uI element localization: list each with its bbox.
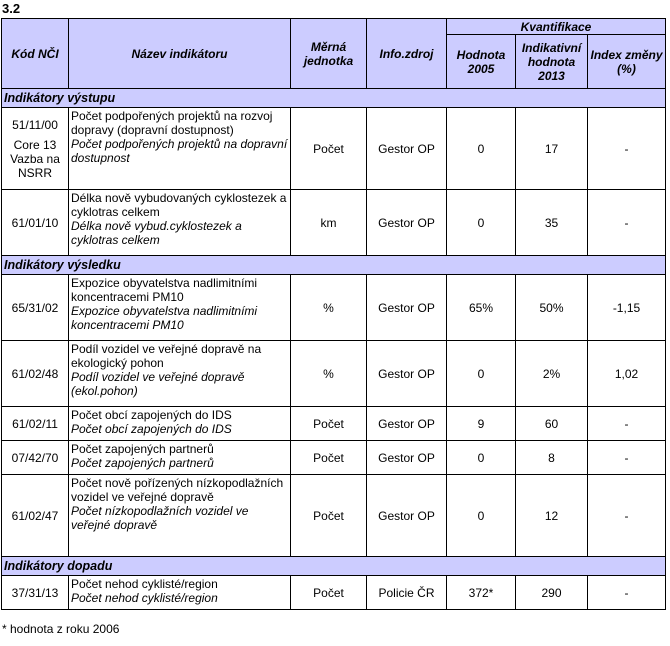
unit-cell: % — [291, 341, 367, 407]
unit-cell: % — [291, 275, 367, 341]
value-2013-cell: 50% — [516, 275, 588, 341]
value-2005-cell: 0 — [447, 190, 516, 256]
unit-cell: Počet — [291, 441, 367, 475]
name-cell: Počet nově pořízených nízkopodlažních vozidel ve veřejné dopravě Počet nízkopodlažních vozidel ve veřejné dopravě — [69, 475, 291, 557]
unit-cell: Počet — [291, 108, 367, 190]
band-output: Indikátory výstupu — [2, 89, 666, 108]
header-index: Index změny (%) — [588, 35, 666, 89]
value-2005-cell: 0 — [447, 108, 516, 190]
source-cell: Gestor OP — [367, 275, 447, 341]
table-row — [2, 341, 666, 407]
header-unit: Měrná jednotka — [291, 19, 367, 89]
index-cell: - — [588, 407, 666, 441]
source-cell: Gestor OP — [367, 108, 447, 190]
band-result: Indikátory výsledku — [2, 256, 666, 275]
value-2005-cell: 0 — [447, 441, 516, 475]
section-number: 3.2 — [2, 1, 21, 16]
index-cell: - — [588, 441, 666, 475]
source-cell: Gestor OP — [367, 341, 447, 407]
code-cell: 07/42/70 — [2, 441, 69, 475]
value-2013-cell: 35 — [516, 190, 588, 256]
table-row — [2, 275, 666, 341]
name-cell: Podíl vozidel ve veřejné dopravě na ekologický pohon Podíl vozidel ve veřejné dopravě (ekol.pohon) — [69, 341, 291, 407]
code-core: Core 13 — [13, 137, 57, 152]
source-cell: Gestor OP — [367, 407, 447, 441]
table-row — [2, 190, 666, 256]
value-2013-cell: 60 — [516, 407, 588, 441]
value-2013-cell: 17 — [516, 108, 588, 190]
code-cell: 61/02/47 — [2, 475, 69, 557]
value-2013-cell: 12 — [516, 475, 588, 557]
table-row — [2, 108, 666, 190]
code-cell: 37/31/13 — [2, 576, 69, 610]
source-cell: Gestor OP — [367, 441, 447, 475]
header-target-2013: Indikativní hodnota 2013 — [516, 35, 588, 89]
source-cell: Gestor OP — [367, 475, 447, 557]
header-quantification: Kvantifikace — [447, 19, 666, 35]
value-2005-cell: 372* — [447, 576, 516, 610]
index-cell: - — [588, 108, 666, 190]
value-2005-cell: 0 — [447, 475, 516, 557]
index-cell: - — [588, 576, 666, 610]
code-cell: 61/01/10 — [2, 190, 69, 256]
header-source: Info.zdroj — [367, 19, 447, 89]
code-cell: 61/02/48 — [2, 341, 69, 407]
name-cell: Počet podpořených projektů na rozvoj dopravy (dopravní dostupnost) Počet podpořených projektů na dopravní dostupnost — [69, 108, 291, 190]
unit-cell: km — [291, 190, 367, 256]
value-2005-cell: 9 — [447, 407, 516, 441]
source-cell: Policie ČR — [367, 576, 447, 610]
indicator-table — [1, 18, 666, 610]
source-cell: Gestor OP — [367, 190, 447, 256]
name-cell: Délka nově vybudovaných cyklostezek a cyklotras celkem Délka nově vybud.cyklostezek a cyklotras celkem — [69, 190, 291, 256]
code-cell: 61/02/11 — [2, 407, 69, 441]
code-cell — [2, 108, 69, 190]
code-value: 51/11/00 — [12, 117, 58, 132]
value-2013-cell: 290 — [516, 576, 588, 610]
value-2005-cell: 0 — [447, 341, 516, 407]
table-row — [2, 576, 666, 610]
name-cell: Počet obcí zapojených do IDS Počet obcí zapojených do IDS — [69, 407, 291, 441]
value-2013-cell: 8 — [516, 441, 588, 475]
unit-cell: Počet — [291, 407, 367, 441]
index-cell: -1,15 — [588, 275, 666, 341]
code-link: Vazba na NSRR — [10, 151, 60, 180]
band-impact: Indikátory dopadu — [2, 557, 666, 576]
table-row — [2, 475, 666, 557]
name-cell: Počet zapojených partnerů Počet zapojených partnerů — [69, 441, 291, 475]
index-cell: - — [588, 475, 666, 557]
unit-cell: Počet — [291, 475, 367, 557]
name-cell: Počet nehod cyklisté/region Počet nehod cyklisté/region — [69, 576, 291, 610]
value-2005-cell: 65% — [447, 275, 516, 341]
footnote: * hodnota z roku 2006 — [2, 622, 120, 636]
value-2013-cell: 2% — [516, 341, 588, 407]
header-name: Název indikátoru — [69, 19, 291, 89]
index-cell: - — [588, 190, 666, 256]
name-cell: Expozice obyvatelstva nadlimitními koncentracemi PM10 Expozice obyvatelstva nadlimitními koncentracemi PM10 — [69, 275, 291, 341]
header-value-2005: Hodnota 2005 — [447, 35, 516, 89]
header-code: Kód NČI — [2, 19, 69, 89]
table-row — [2, 441, 666, 475]
code-cell: 65/31/02 — [2, 275, 69, 341]
unit-cell: Počet — [291, 576, 367, 610]
table-row — [2, 407, 666, 441]
index-cell: 1,02 — [588, 341, 666, 407]
